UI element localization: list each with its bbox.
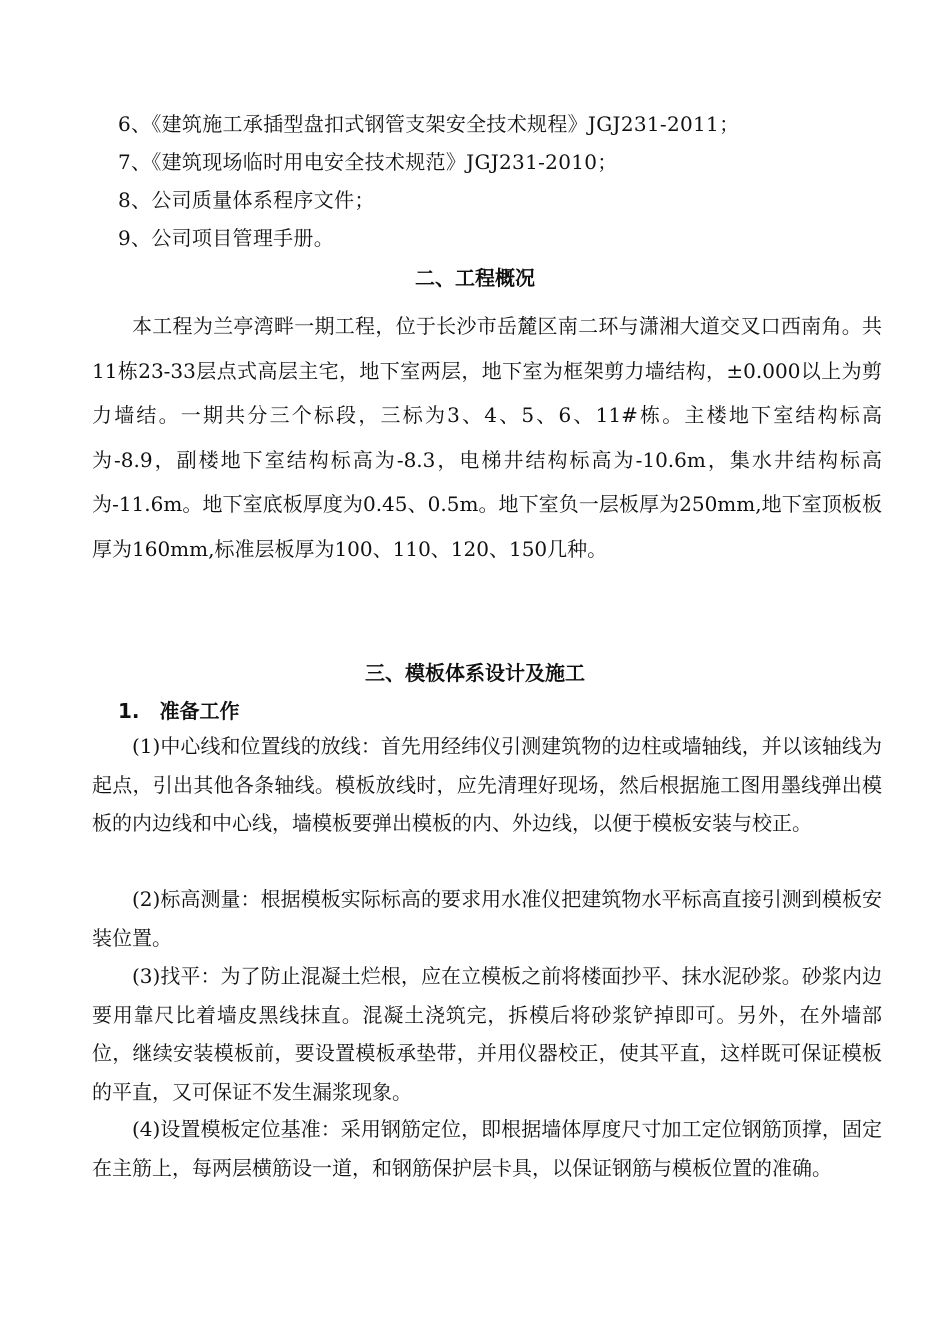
preparation-item: (1)中心线和位置线的放线：首先用经纬仪引测建筑物的边柱或墙轴线，并以该轴线为起点，引出其他各条轴线。模板放线时，应先清理好现场，然后根据施工图用墨线弹出模板的内边线和中心线，墙模板要弹出模板的内、外边线，以便于模板安装与校正。 — [92, 734, 882, 835]
reference-item: 9、公司项目管理手册。 — [118, 226, 335, 250]
preparation-item: (2)标高测量：根据模板实际标高的要求用水准仪把建筑物水平标高直接引测到模板安装位置。 — [92, 887, 882, 950]
subsection-number: 1. — [118, 699, 140, 723]
preparation-item: (3)找平：为了防止混凝土烂根，应在立模板之前将楼面抄平、抹水泥砂浆。砂浆内边要用靠尺比着墙皮黑线抹直。混凝土浇筑完，拆模后将砂浆铲掉即可。另外，在外墙部位，继续安装模板前，要设置模板承垫带，并用仪器校正，使其平直，这样既可保证模板的平直，又可保证不发生漏浆现象。 — [92, 964, 882, 1104]
section-heading: 二、工程概况 — [415, 266, 535, 290]
reference-item: 6、《建筑施工承插型盘扣式钢管支架安全技术规程》JGJ231-2011； — [118, 112, 740, 136]
section-heading: 三、模板体系设计及施工 — [365, 661, 585, 685]
subsection-title: 准备工作 — [159, 699, 240, 723]
preparation-item: (4)设置模板定位基准：采用钢筋定位，即根据墙体厚度尺寸加工定位钢筋顶撑，固定在主筋上，每两层横筋设一道，和钢筋保护层卡具，以保证钢筋与模板位置的准确。 — [92, 1117, 882, 1180]
project-overview-paragraph: 本工程为兰亭湾畔一期工程，位于长沙市岳麓区南二环与潇湘大道交叉口西南角。共11栋23-33层点式高层主宅，地下室两层，地下室为框架剪力墙结构，±0.000以上为剪力墙结。一期共分三个标段，三标为3、4、5、6、11#栋。主楼地下室结构标高为-8.9，副楼地下室结构标高为-8.3，电梯井结构标高为-10.6m，集水井结构标高为-11.6m。地下室底板厚度为0.45、0.5m。地下室负一层板厚为250mm,地下室顶板板厚为160mm,标准层板厚为100、110、120、150几种。 — [92, 314, 882, 561]
reference-item: 7、《建筑现场临时用电安全技术规范》JGJ231-2010； — [118, 150, 618, 174]
subsection-heading — [118, 695, 240, 724]
reference-item: 8、公司质量体系程序文件； — [118, 188, 375, 212]
